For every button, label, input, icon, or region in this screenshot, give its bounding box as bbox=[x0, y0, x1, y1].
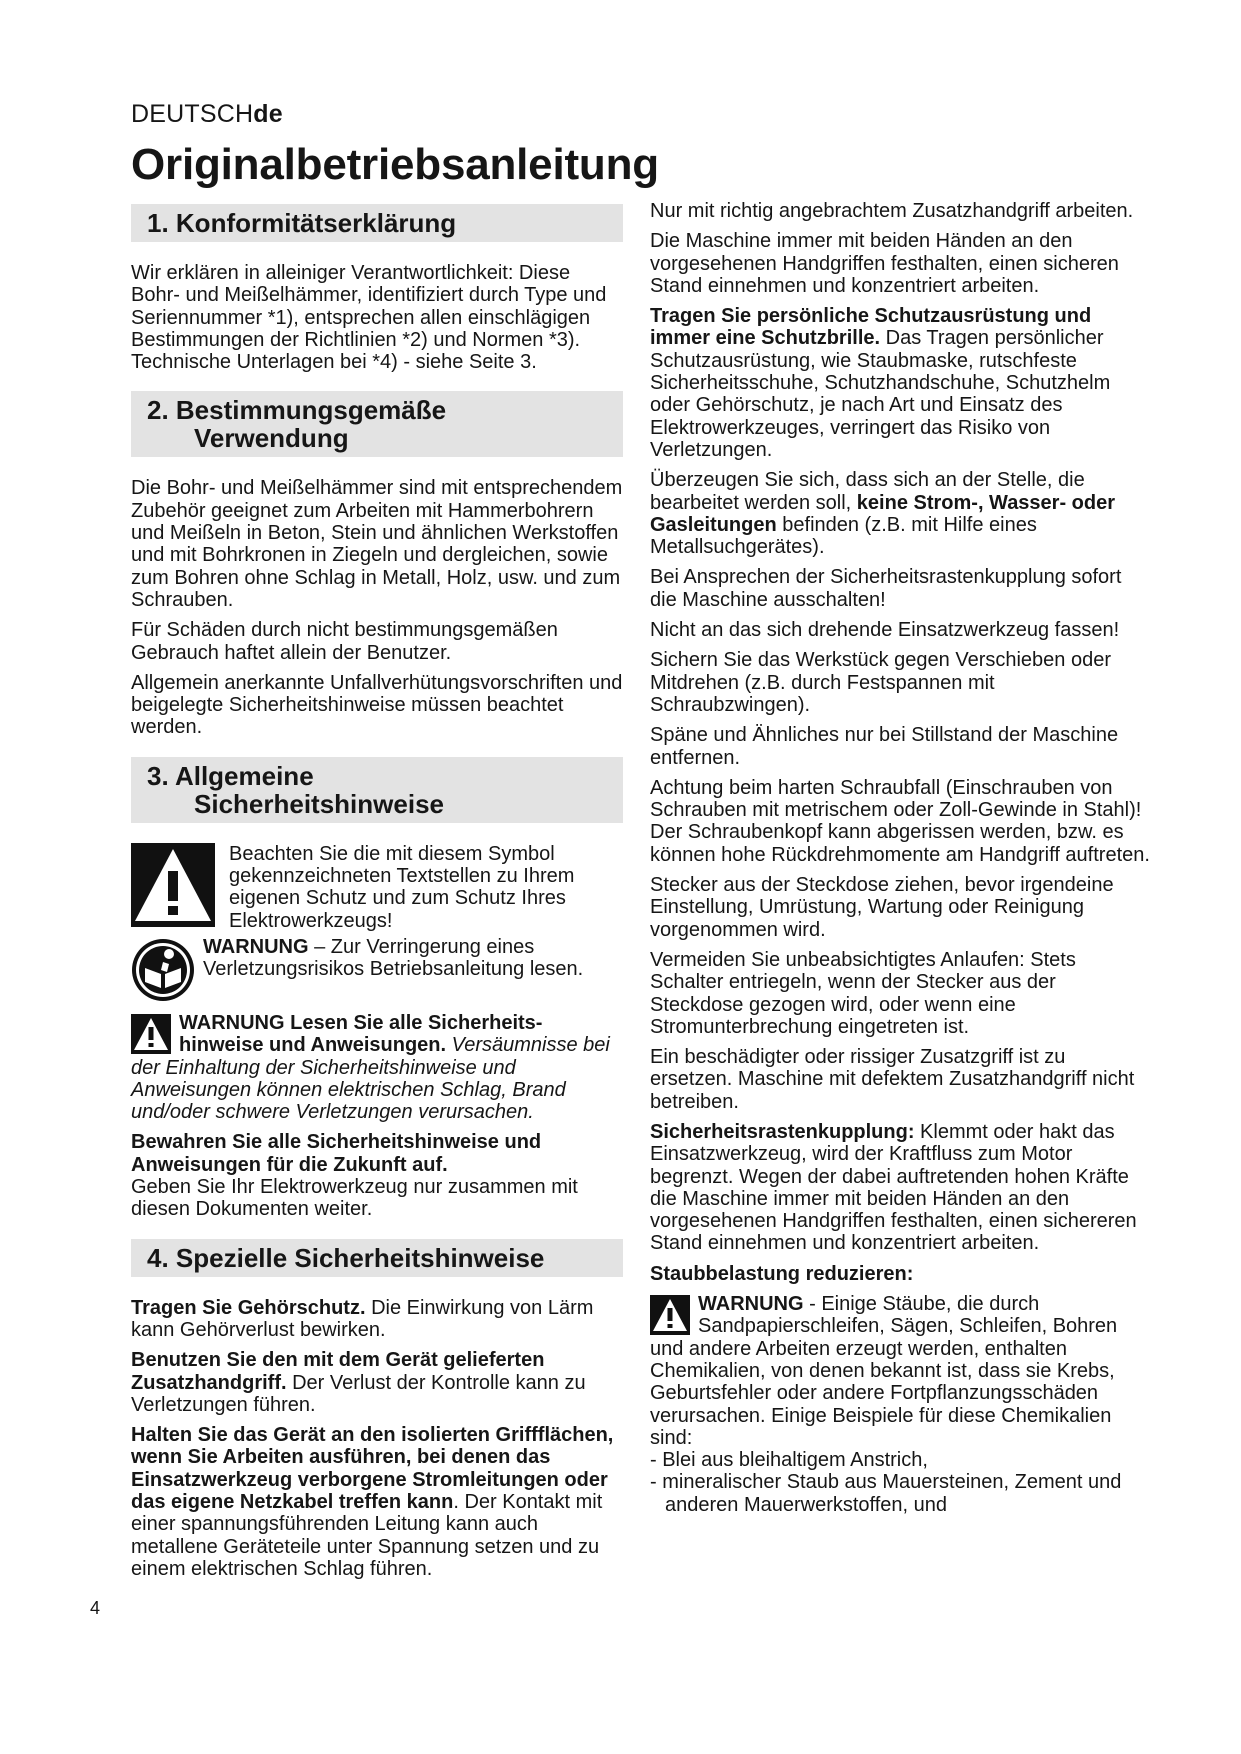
section-3-heading bbox=[131, 757, 623, 823]
dust-warning: WARNUNG - Einige Stäube, die durch Sandpapierschleifen, Sägen, Schleifen, Bohren und andere Arbeiten erzeugt werden, enthalten Chemikalien, von denen bekannt ist, dass sie Krebs, Geburtsfehler oder andere Fortpflanzungsschäden verursachen. Einige Beispiele für diese Chemikalien sind: bbox=[650, 1293, 1118, 1449]
read-manual-text: – Zur Verringerung eines Verletzungsrisikos Betriebsanleitung lesen. bbox=[203, 935, 584, 981]
regulations-text: Allgemein anerkannte Unfallverhütungsvorschriften und beigelegte Sicherheitshinweise müssen beachtet werden. bbox=[131, 671, 623, 739]
keep-instructions-bold: Bewahren Sie alle Sicherheitshinweise und Anweisungen für die Zukunft auf. bbox=[131, 1131, 542, 1176]
language-name: DEUTSCH bbox=[131, 100, 254, 128]
page-number: 4 bbox=[90, 1598, 101, 1618]
warning-triangle-icon bbox=[131, 843, 215, 927]
language-code: de bbox=[253, 100, 283, 128]
right-p11: Vermeiden Sie unbeabsichtigtes Anlaufen: Stets Schalter entriegeln, wenn der Stecker aus der Steckdose gezogen wird, oder wenn eine Stromunterbrechung eingetreten ist. bbox=[650, 948, 1076, 1038]
insulated-grip: Halten Sie das Gerät an den isolierten Griffflächen, wenn Sie Arbeiten ausführen, bei denen das Einsatzwerkzeug verborgene Stromleitungen oder das eigene Netzkabel treffen kann. Der Kontakt mit einer spannungsführenden Leitung kann auch metallene Geräteteile unter Spannung setzen und zu einem elektrischen Schlag führen. bbox=[131, 1424, 614, 1580]
general-warning-italic: Versäumnisse bei der Einhaltung der Sicherheitshinweise und Anweisungen können elektrischen Schlag, Brand und/oder schwere Verletzungen verursachen. bbox=[131, 1034, 610, 1124]
liability-text: Für Schäden durch nicht bestimmungsgemäßen Gebrauch haftet allein der Benutzer. bbox=[131, 619, 558, 664]
section-1-title: 1. Konformitätserklärung bbox=[147, 208, 457, 238]
warning-triangle-icon bbox=[650, 1295, 690, 1335]
section-4-title: 4. Spezielle Sicherheitshinweise bbox=[147, 1242, 545, 1273]
symbol-note-text: Beachten Sie die mit diesem Symbol gekennzeichneten Textstellen zu Ihrem eigenen Schutz und zum Schutz Ihres Elektrowerkzeugs! bbox=[229, 842, 575, 932]
section-1-heading bbox=[131, 204, 623, 242]
right-p10: Stecker aus der Steckdose ziehen, bevor irgendeine Einstellung, Umrüstung, Wartung oder Reinigung vorgenommen wird. bbox=[650, 874, 1114, 941]
conformity-text: Wir erklären in alleiniger Verantwortlichkeit: Diese Bohr- und Meißelhämmer, identifiziert durch Type und Seriennummer *1), entsprechen allen einschlägigen Bestimmungen der Richtlinien *2) und Normen *3). Technische Unterlagen bei *4) - siehe Seite 3. bbox=[131, 262, 607, 374]
warning-label: WARNUNG bbox=[203, 935, 309, 958]
general-warning bbox=[131, 1012, 623, 1123]
section-2-title-line2: Verwendung bbox=[194, 423, 349, 454]
right-p9: Achtung beim harten Schraubfall (Einschrauben von Schrauben mit metrischem oder Zoll-Gewinde in Stahl)! Der Schraubenkopf kann abgerissen werden, bzw. es können hohe Rückdrehmomente am Handgriff auftreten. bbox=[650, 776, 1150, 866]
auxiliary-handle: Benutzen Sie den mit dem Gerät gelieferten Zusatzhandgriff. Der Verlust der Kontrolle kann zu Verletzungen führen. bbox=[131, 1349, 586, 1416]
list-item: - Blei aus bleihaltigem Anstrich, bbox=[650, 1449, 928, 1472]
keep-instructions bbox=[131, 1131, 623, 1176]
right-p12: Ein beschädigter oder rissiger Zusatzgriff ist zu ersetzen. Maschine mit defektem Zusatzhandgriff nicht betreiben. bbox=[650, 1046, 1135, 1113]
hidden-lines: Überzeugen Sie sich, dass sich an der Stelle, die bearbeitet werden soll, keine Strom-, Wasser- oder Gasleitungen befinden (z.B. mit Hilfe eines Metallsuchgerätes). bbox=[650, 469, 1116, 559]
pass-on-text: Geben Sie Ihr Elektrowerkzeug nur zusammen mit diesen Dokumenten weiter. bbox=[131, 1176, 578, 1221]
safety-clutch: Sicherheitsrastenkupplung: Klemmt oder hakt das Einsatzwerkzeug, wird der Kraftfluss zum Motor begrenzt. Wegen der dabei auftretenden hohen Kräfte die Maschine immer mit beiden Händen an den vorgesehenen Handgriffen festhalten, einen sichereren Stand einnehmen und konzentriert arbeiten. bbox=[650, 1120, 1137, 1255]
right-column bbox=[650, 200, 1150, 1516]
protective-equipment: Tragen Sie persönliche Schutzausrüstung und immer eine Schutzbrille. Das Tragen persönlicher Schutzausrüstung, wie Staubmaske, rutschfeste Sicherheitsschuhe, Schutzhandschuhe, Schutzhelm oder Gehörschutz, je nach Art und Einsatz des Elektrowerkzeuges, verringert das Risiko von Verletzungen. bbox=[650, 305, 1111, 461]
right-p8: Späne und Ähnliches nur bei Stillstand der Maschine entfernen. bbox=[650, 724, 1119, 769]
right-p7: Sichern Sie das Werkstück gegen Verschieben oder Mitdrehen (z.B. durch Festspannen mit Schraubzwingen). bbox=[650, 649, 1112, 716]
section-3-title-line2: Sicherheitshinweise bbox=[194, 788, 444, 819]
general-warning-bold: WARNUNG Lesen Sie alle Sicherheits-hinweise und Anweisungen. bbox=[179, 1011, 543, 1057]
section-4-heading bbox=[131, 1239, 623, 1277]
left-column bbox=[131, 204, 623, 1588]
section-2-title-line1: 2. Bestimmungsgemäße bbox=[147, 395, 447, 426]
usage-text: Die Bohr- und Meißelhämmer sind mit entsprechendem Zubehör geeignet zum Arbeiten mit Hammerbohrern und Meißeln in Beton, Stein und ähnlichen Werkstoffen und mit Bohrkronen in Ziegeln und dergleichen, sowie zum Bohren ohne Schlag in Metall, Holz, usw. und zum Schrauben. bbox=[131, 477, 623, 611]
language-label bbox=[131, 100, 283, 129]
list-item: - mineralischer Staub aus Mauersteinen, Zement und anderen Mauerwerkstoffen, und bbox=[650, 1471, 1122, 1516]
right-p5: Bei Ansprechen der Sicherheitsrastenkupplung sofort die Maschine ausschalten! bbox=[650, 566, 1122, 611]
right-p1: Nur mit richtig angebrachtem Zusatzhandgriff arbeiten. bbox=[650, 200, 1134, 222]
section-2-heading bbox=[131, 391, 623, 457]
right-p2: Die Maschine immer mit beiden Händen an den vorgesehenen Handgriffen festhalten, einen sicheren Stand einnehmen und konzentriert arbeiten. bbox=[650, 230, 1119, 297]
read-manual-icon bbox=[131, 938, 195, 1002]
section-3-title-line1: 3. Allgemeine bbox=[147, 760, 314, 791]
warning-triangle-icon bbox=[131, 1014, 171, 1054]
read-manual-warning bbox=[131, 934, 623, 1002]
dust-heading: Staubbelastung reduzieren: bbox=[650, 1262, 914, 1285]
symbol-note bbox=[131, 843, 623, 932]
page-title: Originalbetriebsanleitung bbox=[131, 140, 659, 189]
right-p6: Nicht an das sich drehende Einsatzwerkzeug fassen! bbox=[650, 619, 1120, 642]
hearing-protection: Tragen Sie Gehörschutz. Die Einwirkung von Lärm kann Gehörverlust bewirken. bbox=[131, 1296, 594, 1341]
